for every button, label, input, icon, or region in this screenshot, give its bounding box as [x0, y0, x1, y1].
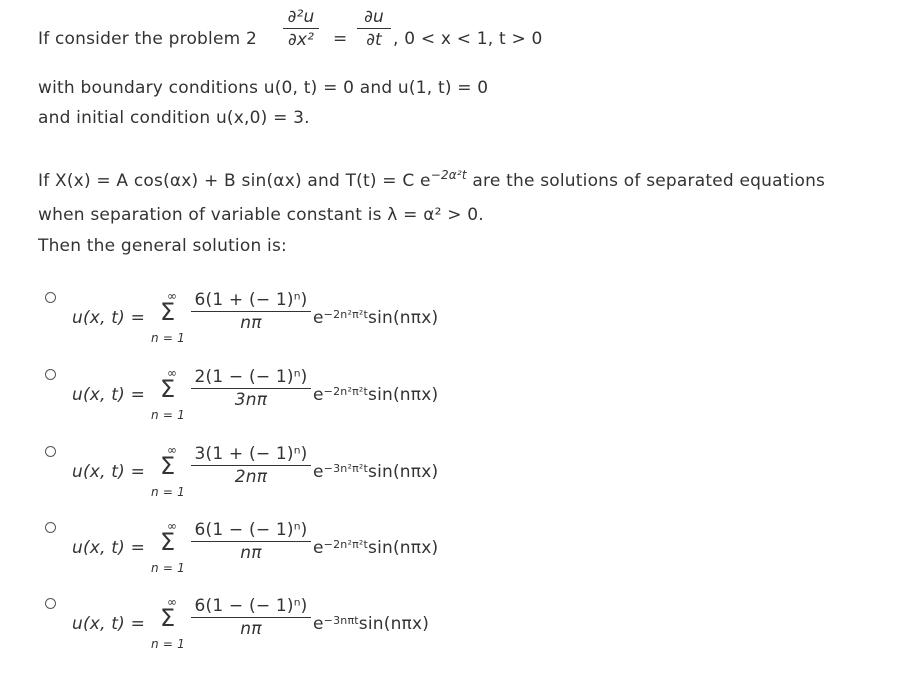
- option-1-exponent: −2n²π²t: [323, 308, 369, 321]
- fraction-bar: [283, 28, 319, 29]
- option-4-tail: sin(nπx): [368, 538, 439, 558]
- option-1-radio[interactable]: [45, 292, 56, 303]
- option-5-exponential: [313, 614, 429, 634]
- option-4-exponent: −2n²π²t: [323, 538, 369, 551]
- solutions-line-text: If X(x) = A cos(αx) + B sin(αx) and T(t) = C e: [38, 171, 431, 191]
- option-1-exp-base: e: [313, 308, 324, 328]
- option-4-radio[interactable]: [45, 522, 56, 533]
- option-4-fraction: [191, 520, 311, 563]
- pde-rhs-numerator: ∂u: [364, 7, 384, 27]
- option-2-exp-base: e: [313, 385, 324, 405]
- option-3-sum-lower: n = 1: [151, 485, 185, 499]
- fraction-bar: [357, 28, 391, 29]
- fraction-bar: [191, 465, 311, 466]
- solutions-line-exponent: −2α²t: [430, 168, 467, 182]
- fraction-bar: [191, 617, 311, 618]
- pde-equals: =: [333, 29, 348, 49]
- option-4-sum-upper: ∞: [167, 519, 178, 533]
- option-5-lhs: u(x, t) =: [72, 614, 146, 634]
- option-3-exp-base: e: [313, 462, 324, 482]
- option-1-sum-upper: ∞: [167, 289, 178, 303]
- pde-rhs-fraction: [357, 7, 391, 50]
- solutions-line: [38, 168, 826, 191]
- separation-constant-line: when separation of variable constant is λ = α² > 0.: [38, 205, 484, 225]
- option-4-sum-lower: n = 1: [151, 561, 185, 575]
- option-2-fraction: [191, 367, 311, 410]
- option-2-lhs: u(x, t) =: [72, 385, 146, 405]
- question-line1-prefix: If consider the problem 2: [38, 29, 258, 49]
- pde-lhs-denominator: ∂x²: [287, 30, 315, 50]
- option-4-denominator: nπ: [240, 543, 262, 563]
- option-4-exp-base: e: [313, 538, 324, 558]
- option-2-sum-lower: n = 1: [151, 408, 185, 422]
- option-5-sum-upper: ∞: [167, 595, 178, 609]
- initial-condition: and initial condition u(x,0) = 3.: [38, 108, 310, 128]
- option-4-sigma: Σ: [160, 528, 176, 556]
- option-1-sigma: Σ: [160, 298, 176, 326]
- option-5-tail: sin(nπx): [358, 614, 430, 634]
- option-3-tail: sin(nπx): [368, 462, 439, 482]
- option-5-sigma: Σ: [160, 604, 176, 632]
- option-2-sigma: Σ: [160, 375, 176, 403]
- option-5-exponent: −3nπt: [323, 614, 359, 627]
- option-2-radio[interactable]: [45, 369, 56, 380]
- option-5-exp-base: e: [313, 614, 324, 634]
- option-3-exponential: [313, 462, 438, 482]
- solutions-line-suffix: are the solutions of separated equations: [466, 171, 826, 191]
- option-3-sum-upper: ∞: [167, 443, 178, 457]
- option-1-sum-lower: n = 1: [151, 331, 185, 345]
- option-1-fraction: [191, 290, 311, 333]
- option-5-numerator: 6(1 − (− 1)ⁿ): [194, 596, 308, 616]
- option-3-exponent: −3n²π²t: [323, 462, 369, 475]
- boundary-conditions: with boundary conditions u(0, t) = 0 and u(1, t) = 0: [38, 78, 489, 98]
- option-5-sum-lower: n = 1: [151, 637, 185, 651]
- option-2-sum-upper: ∞: [167, 366, 178, 380]
- fraction-bar: [191, 541, 311, 542]
- option-3-denominator: 2nπ: [234, 467, 268, 487]
- option-1-denominator: nπ: [240, 313, 262, 333]
- pde-domain: , 0 < x < 1, t > 0: [393, 29, 543, 49]
- general-solution-prompt: Then the general solution is:: [38, 236, 287, 256]
- option-3-lhs: u(x, t) =: [72, 462, 146, 482]
- option-1-tail: sin(nπx): [368, 308, 439, 328]
- option-3-radio[interactable]: [45, 446, 56, 457]
- option-5-radio[interactable]: [45, 598, 56, 609]
- option-2-exponent: −2n²π²t: [323, 385, 369, 398]
- option-4-lhs: u(x, t) =: [72, 538, 146, 558]
- option-1-exponential: [313, 308, 438, 328]
- option-2-exponential: [313, 385, 438, 405]
- option-3-fraction: [191, 444, 311, 487]
- option-1-lhs: u(x, t) =: [72, 308, 146, 328]
- fraction-bar: [191, 311, 311, 312]
- option-4-exponential: [313, 538, 438, 558]
- fraction-bar: [191, 388, 311, 389]
- option-5-fraction: [191, 596, 311, 639]
- option-3-numerator: 3(1 + (− 1)ⁿ): [194, 444, 308, 464]
- pde-rhs-denominator: ∂t: [366, 30, 382, 50]
- option-5-denominator: nπ: [240, 619, 262, 639]
- option-4-numerator: 6(1 − (− 1)ⁿ): [194, 520, 308, 540]
- option-2-denominator: 3nπ: [234, 390, 268, 410]
- option-3-sigma: Σ: [160, 452, 176, 480]
- option-2-numerator: 2(1 − (− 1)ⁿ): [194, 367, 308, 387]
- option-1-numerator: 6(1 + (− 1)ⁿ): [194, 290, 308, 310]
- option-2-tail: sin(nπx): [368, 385, 439, 405]
- pde-lhs-numerator: ∂²u: [287, 7, 315, 27]
- pde-lhs-fraction: [283, 7, 319, 50]
